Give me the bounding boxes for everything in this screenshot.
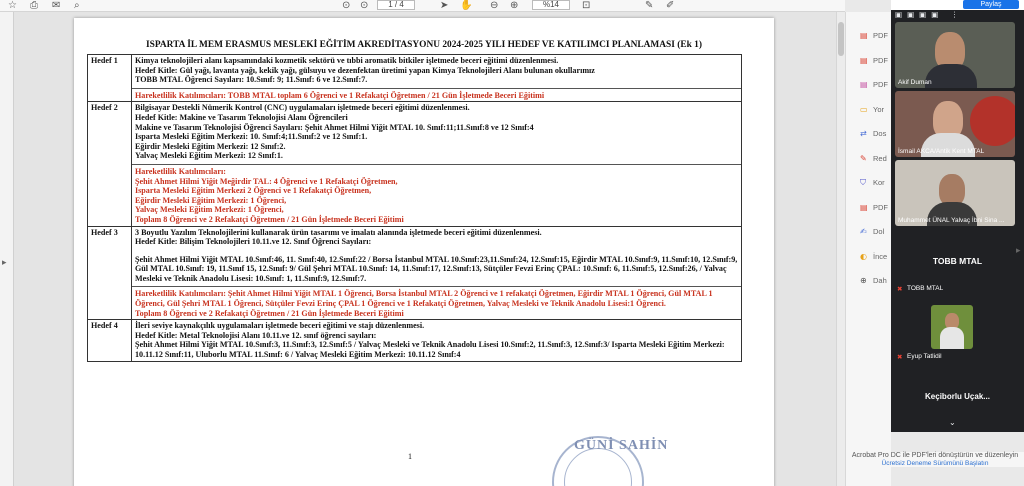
signature-text: GÜNİ SAHİN [574,438,669,453]
participant-name: Muhammet ÜNAL Yalvaç İbni Sina ... [898,217,1005,224]
page-indicator[interactable]: 1 / 4 [377,0,415,10]
expand-right-icon[interactable]: ▸ [1016,245,1021,255]
up-icon[interactable]: ⊙ [342,0,351,11]
participant-name: Eyup Tatlidil [907,353,942,360]
pdf-export-icon: ▤ [860,31,868,40]
plan-table [87,54,742,362]
group-label: TOBB MTAL [932,256,983,266]
goal-line: Isparta Mesleki Eğitim Merkezi: 10. Sınıf:4;11.Sınıf:2 ve 12 Sınıf:1. [135,132,368,142]
goal-line: Eğirdir Mesleki Eğitim Merkezi: 12 Sınıf:2. [135,141,286,151]
participants-line: Isparta Mesleki Eğitim Merkezi 2 Öğrenci ve 1 Refakatçi Öğretmen, [135,186,372,196]
goal-label: Hedef 3 [88,226,132,320]
goal-row [88,55,742,102]
goal-content [132,320,742,361]
goal-line: Şehit Ahmet Hilmi Yiğit MTAL 10.Sınıf:46, 11. Sınıf:40, 12.Sınıf:22 / Borsa İstanbul MTAL 10.Sınıf:23,11.Sınıf:24, 12.Sınıf:15, Eğirdir MTAL 10.Sınıf:9, 11.Sınıf:10, 12.Sınıf:9, Gül MTAL 10.Sınıf: 19, 11.Sınıf 15, 12.Sınıf: 9/ Gül Şehri MTAL 10.Sınıf: 14, 11.Sınıf:17, 12.Sınıf:13, Sütçüler Fevzi Erinç ÇPAL: 10.Sınıf: 6, 11.Sınıf:5, 12.Sınıf:26, / Yalvaç Mesleki ve Teknik Anadolu Lisesi: 10.Sınıf: 1, 11.Sınıf:9, 12.Sınıf:7. [135,254,738,283]
participants-line: Yalvaç Mesleki Eğitim Merkezi: 1 Öğrenci, [135,205,284,215]
share-button[interactable]: Paylaş [963,0,1019,9]
tool-label: Dol [873,227,885,236]
participant-thumb[interactable] [931,305,973,349]
participant-tile[interactable] [895,91,1015,157]
tool-label: PDF [873,55,888,65]
down-icon[interactable]: ⊙ [360,0,369,11]
tool-label: PDF [873,31,888,40]
goal-line: Şehit Ahmet Hilmi Yiğit MTAL 10.Sınıf:3, 11.Sınıf:3, 12.Sınıf:5 / Yalvaç Mesleki ve Teknik Anadolu Lisesi 10.Sınıf:2, 11.Sınıf:3, 12.Sınıf:3/ Isparta Mesleki Eğitim Merkezi: 10.11.12 Sınıf:11, Uluborlu MTAL 11.Sınıf: 6 / Yalvaç Mesleki Eğitim Merkezi: 10.11.12 Sınıf:4 [135,340,725,360]
document-viewport[interactable] [14,12,845,486]
measure-icon: ◐ [860,251,867,261]
acrobat-promo [846,452,1024,467]
goal-line: Kimya teknolojileri alanı kapsamındaki kozmetik sektörü ve tıbbi aromatik bitkiler işletmede beceri eğitimi düzenlenmesi. [135,56,559,65]
pdf-create-icon: ▤ [860,55,868,65]
search-icon[interactable]: ⌕ [74,0,80,11]
participants-line: Eğirdir Mesleki Eğitim Merkezi: 1 Öğrenci, [135,195,287,205]
goal-row [88,226,742,320]
tool-label: Dah [873,276,887,285]
email-icon[interactable]: ✉ [52,0,61,11]
goal-line: Bilgisayar Destekli Nümerik Kontrol (CNC) uygulamaları işletmede beceri eğitimi düzenlenmesi. [135,103,470,113]
goal-line: Hedef Kitle: Gül yağı, lavanta yağı, kekik yağı, gülsuyu ve dezenfektan üretimi yapan Kimya Teknolojileri Alanı bulunan okullarımız [135,65,595,75]
goal-line: Yalvaç Mesleki Eğitim Merkezi: 12 Sınıf:1. [135,151,283,161]
tool-label: Dos [873,129,887,138]
goal-line: TOBB MTAL Öğrenci Sayıları: 10.Sınıf: 9; 11.Sınıf: 6 ve 12.Sınıf:7. [135,75,368,85]
meeting-panel [891,0,1024,432]
goal-label: Hedef 2 [88,102,132,226]
pdf-toolbar [0,0,845,12]
tool-label: İnce [873,251,888,261]
goal-row [88,320,742,361]
tool-label: PDF [873,202,888,212]
row-divider [132,88,741,89]
participants-line: Şehit Ahmet Hilmi Yiğit Meğirdir TAL: 4 Öğrenci ve 1 Refakatçi Öğretmen, [135,176,398,186]
pdf-page [74,18,774,486]
chevron-down-icon[interactable]: ⌄ [949,418,956,427]
fit-page-icon[interactable]: ⊡ [582,0,591,11]
tool-label: Kor [873,178,885,187]
goal-line: İleri seviye kaynakçılık uygulamaları işletmede beceri eğitimi ve stajı düzenlenmesi. [135,321,425,331]
participant-name: İsmail AKCA/Antik Kent MTAL [898,148,985,155]
participants-line: Toplam 8 Öğrenci ve 2 Refakatçi Öğretmen / 21 Gün İşletmede Beceri Eğitimi [135,214,404,224]
protect-icon: ⛉ [860,178,866,187]
tools-panel [845,12,891,486]
goal-line: Hedef Kitle: Metal Teknolojisi Alanı 10.11.ve 12. sınıf öğrenci sayıları: [135,330,377,340]
participant-name: Akif Duman [898,79,932,86]
bookmark-icon[interactable]: ☆ [8,0,17,11]
page-number: 1 [408,452,412,461]
bottom-participant: Keçiborlu Uçak... [925,392,990,401]
expand-left-icon[interactable]: ▸ [2,257,7,267]
mic-off-icon: ✖ [897,285,903,293]
zoom-select[interactable]: %14 [532,0,570,10]
participants-line: Hareketlilik Katılımcıları: TOBB MTAL toplam 6 Öğrenci ve 1 Refakatçi Öğretmen / 21 Gün İşletmede Beceri Eğitimi [135,90,545,100]
zoom-in-icon[interactable]: ⊕ [510,0,519,11]
promo-link[interactable]: Ücretsiz Deneme Sürümünü Başlatın [881,460,989,467]
participants-line: Hareketlilik Katılımcıları: [135,166,226,176]
goal-content [132,102,742,226]
pdf-edit-icon: ▤ [860,80,868,89]
print-icon[interactable]: ⎙ [30,0,38,11]
convert-icon: ⇄ [860,129,867,138]
hand-icon[interactable]: ✋ [460,0,473,11]
goal-line: Hedef Kitle: Bilişim Teknolojileri 10.11.ve 12. Sınıf Öğrenci Sayıları: [135,237,372,247]
mic-off-icon: ✖ [897,353,903,361]
row-divider [132,164,741,165]
comment-icon[interactable]: ✎ [645,0,654,11]
comment-tool-icon: ▭ [860,104,868,114]
vertical-scrollbar[interactable] [836,12,845,486]
goal-line: Hedef Kitle: Makine ve Tasarım Teknolojisi Alanı Öğrencileri [135,112,348,122]
row-divider [132,286,741,287]
goal-label: Hedef 1 [88,55,132,102]
redact-icon: ✎ [860,153,867,163]
promo-title: Acrobat Pro DC ile PDF'leri dönüştürün ve düzenleyin [851,452,1019,459]
goal-label: Hedef 4 [88,320,132,361]
tool-label: Yor [873,104,884,114]
goal-row [88,102,742,226]
participants-line: Toplam 8 Öğrenci ve 2 Refakatçi Öğretmen / 21 Gün İşletmede Beceri Eğitimi [135,308,404,318]
cursor-icon[interactable]: ➤ [440,0,449,11]
group-user-name: TOBB MTAL [907,285,944,292]
participant-tile[interactable] [895,160,1015,226]
fill-sign-icon: ✍ [860,227,867,236]
goal-content [132,55,742,102]
goal-line [135,247,738,255]
participant-tile[interactable] [895,22,1015,88]
left-gutter [0,12,14,486]
goal-line: Makine ve Tasarım Teknolojisi Öğrenci Sayıları: Şehit Ahmet Hilmi Yiğit MTAL 10. Sınıf:11;11.Sınıf:8 ve 12 Sınıf:4 [135,122,534,132]
meeting-controls[interactable]: ▣▣▣▣ ⋮ [895,10,964,19]
document-title: ISPARTA İL MEM ERASMUS MESLEKİ EĞİTİM AKREDİTASYONU 2024-2025 YILI HEDEF VE KATILIMCI PLANLAMASI (Ek 1) [146,40,702,50]
tool-label: PDF [873,80,888,89]
pdf-compress-icon: ▤ [860,202,868,212]
meeting-topbar [891,0,1024,10]
goal-content [132,226,742,320]
pen-icon[interactable]: ✐ [666,0,675,11]
scroll-thumb[interactable] [838,22,844,56]
more-tools-icon: ⊕ [860,276,867,285]
goal-line: 3 Boyutlu Yazılım Teknolojilerini kullanarak ürün tasarımı ve imalatı alanında işletmede beceri eğitimi düzenlenmesi. [135,227,542,237]
tool-label: Red [873,153,887,163]
zoom-out-icon[interactable]: ⊖ [490,0,499,11]
participants-line: Hareketlilik Katılımcıları: Şehit Ahmet Hilmi Yiğit MTAL 1 Öğrenci, Borsa İstanbul MTAL 2 Öğrenci ve 1 refakatçi Öğretmen, Eğirdir MTAL 1 Öğrenci, Gül MTAL 1 Öğrenci, Gül Şehri MTAL 1 Öğrenci, Sütçüler Fevzi Erinç ÇPAL 1 Öğrenci ve 1 Refakatçi Öğretmen, Yalvaç Mesleki ve Teknik Anadolu Lisesi:1 Öğrenci. [135,289,713,309]
